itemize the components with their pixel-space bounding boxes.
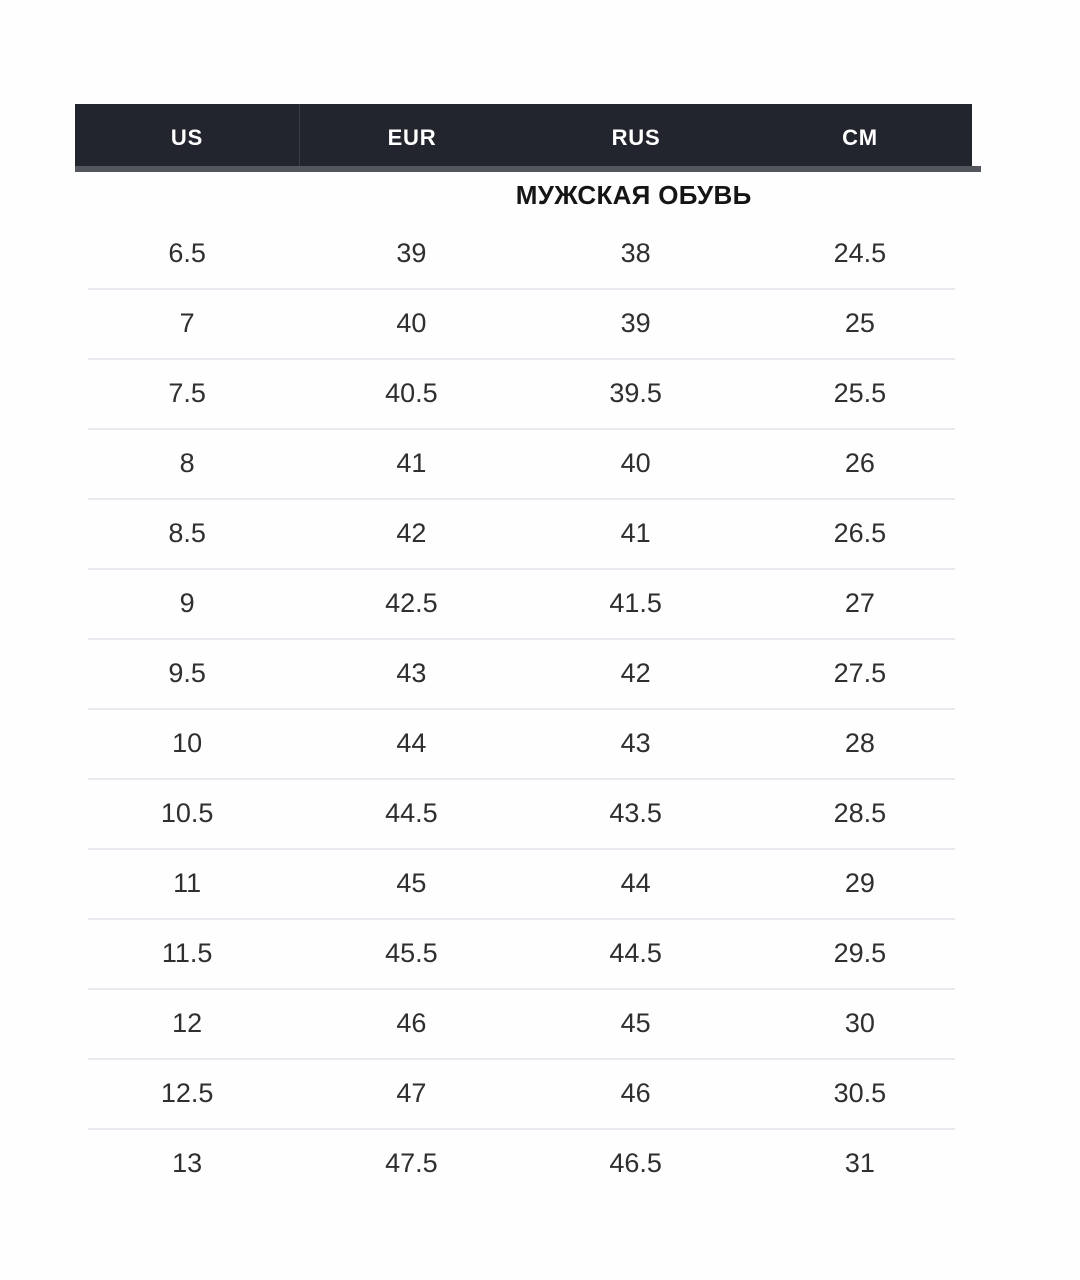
cell-rus: 43 xyxy=(620,727,651,758)
cell-eur: 40.5 xyxy=(385,377,438,408)
cell-us: 12 xyxy=(172,1007,203,1038)
column-header-eur: EUR xyxy=(387,125,437,150)
cell-us: 13 xyxy=(172,1147,203,1178)
cell-eur: 42.5 xyxy=(385,587,438,618)
cell-eur: 39 xyxy=(396,237,427,268)
cell-rus: 42 xyxy=(620,657,651,688)
cell-eur: 47.5 xyxy=(385,1147,438,1178)
cell-rus: 45 xyxy=(620,1007,651,1038)
cell-eur: 40 xyxy=(396,307,427,338)
cell-eur: 46 xyxy=(396,1007,427,1038)
cell-eur: 45.5 xyxy=(385,937,438,968)
cell-us: 10.5 xyxy=(160,797,214,828)
column-header-us: US xyxy=(75,104,300,172)
cell-us: 9.5 xyxy=(168,657,206,688)
table-row xyxy=(75,1128,972,1198)
table-row xyxy=(75,568,972,638)
cell-cm: 30.5 xyxy=(833,1077,887,1108)
table-header-row xyxy=(75,104,972,172)
table-row xyxy=(75,288,972,358)
cell-eur: 44 xyxy=(396,727,427,758)
cell-us: 8.5 xyxy=(168,517,206,548)
cell-rus: 46 xyxy=(620,1077,651,1108)
cell-cm: 27.5 xyxy=(833,657,887,688)
cell-us: 11 xyxy=(173,867,202,898)
cell-cm: 26.5 xyxy=(833,517,887,548)
cell-rus: 43.5 xyxy=(609,797,662,828)
table-row xyxy=(75,498,972,568)
section-title: МУЖСКАЯ ОБУВЬ xyxy=(515,179,752,210)
size-chart-table xyxy=(75,104,972,1198)
cell-eur: 47 xyxy=(396,1077,427,1108)
cell-cm: 28.5 xyxy=(833,797,887,828)
column-header-rus: RUS xyxy=(611,125,661,150)
cell-cm: 30 xyxy=(844,1007,875,1038)
cell-rus: 39 xyxy=(620,307,651,338)
cell-cm: 26 xyxy=(844,447,875,478)
cell-us: 7 xyxy=(179,307,195,338)
table-row xyxy=(75,218,972,288)
cell-rus: 38 xyxy=(620,237,651,268)
cell-us: 7.5 xyxy=(168,377,206,408)
cell-us: 10 xyxy=(172,727,203,758)
cell-rus: 44 xyxy=(620,867,651,898)
table-row xyxy=(75,1058,972,1128)
cell-cm: 29.5 xyxy=(833,937,887,968)
table-row xyxy=(75,638,972,708)
cell-rus: 44.5 xyxy=(609,937,662,968)
table-body xyxy=(75,218,972,1198)
column-header-cm: CM xyxy=(842,125,878,150)
cell-eur: 41 xyxy=(396,447,427,478)
cell-eur: 44.5 xyxy=(385,797,438,828)
table-row xyxy=(75,428,972,498)
table-row xyxy=(75,358,972,428)
table-row xyxy=(75,848,972,918)
section-title-row xyxy=(75,172,972,218)
cell-cm: 25.5 xyxy=(833,377,887,408)
cell-eur: 45 xyxy=(396,867,427,898)
cell-us: 8 xyxy=(179,447,195,478)
cell-cm: 27 xyxy=(844,587,875,618)
cell-rus: 41.5 xyxy=(609,587,662,618)
cell-us: 11.5 xyxy=(161,937,213,968)
cell-rus: 39.5 xyxy=(609,377,662,408)
cell-cm: 28 xyxy=(844,727,875,758)
cell-rus: 40 xyxy=(620,447,651,478)
cell-eur: 42 xyxy=(396,517,427,548)
cell-rus: 41 xyxy=(620,517,651,548)
table-row xyxy=(75,918,972,988)
table-row xyxy=(75,778,972,848)
cell-cm: 24.5 xyxy=(833,237,887,268)
cell-eur: 43 xyxy=(396,657,427,688)
table-row xyxy=(75,708,972,778)
cell-rus: 46.5 xyxy=(609,1147,662,1178)
cell-us: 6.5 xyxy=(168,237,206,268)
table-row xyxy=(75,988,972,1058)
cell-cm: 29 xyxy=(844,867,875,898)
cell-cm: 25 xyxy=(844,307,875,338)
cell-us: 12.5 xyxy=(160,1077,214,1108)
cell-us: 9 xyxy=(179,587,195,618)
cell-cm: 31 xyxy=(844,1147,875,1178)
